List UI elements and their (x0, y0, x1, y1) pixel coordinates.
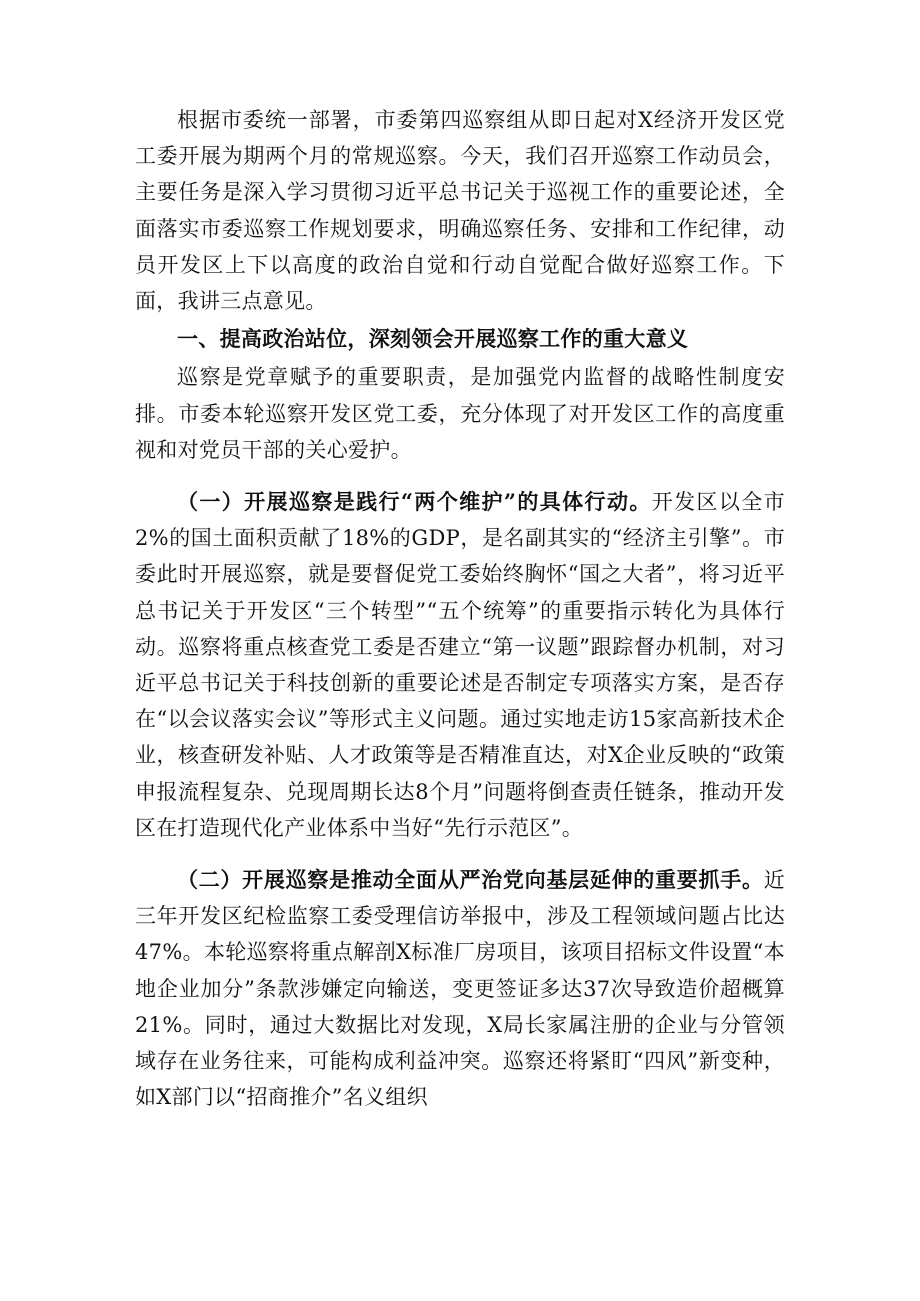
document-body (135, 102, 785, 1115)
subsection-1-body: 开发区以全市2%的国土面积贡献了18%的GDP，是名副其实的“经济主引擎”。市委此时开展巡察，就是要督促党工委始终胸怀“国之大者”，将习近平总书记关于开发区“三个转型”“五个统筹”的重要指示转化为具体行动。巡察将重点核查党工委是否建立“第一议题”跟踪督办机制，对习近平总书记关于科技创新的重要论述是否制定专项落实方案，是否存在“以会议落实会议”等形式主义问题。通过实地走访15家高新技术企业，核查研发补贴、人才政策等是否精准直达，对X企业反映的“政策申报流程复杂、兑现周期长达8个月”问题将倒查责任链条，推动开发区在打造现代化产业体系中当好“先行示范区”。 (135, 490, 785, 840)
section-1-paragraph: 巡察是党章赋予的重要职责，是加强党内监督的战略性制度安排。市委本轮巡察开发区党工委，充分体现了对开发区工作的高度重视和对党员干部的关心爱护。 (135, 365, 785, 462)
intro-paragraph: 根据市委统一部署，市委第四巡察组从即日起对X经济开发区党工委开展为期两个月的常规巡察。今天，我们召开巡察工作动员会，主要任务是深入学习贯彻习近平总书记关于巡视工作的重要论述，全面落实市委巡察工作规划要求，明确巡察任务、安排和工作纪律，动员开发区上下以高度的政治自觉和行动自觉配合做好巡察工作。下面，我讲三点意见。 (135, 108, 785, 314)
subsection-2-lead: （二）开展巡察是推动全面从严治党向基层延伸的重要抓手。 (177, 867, 764, 893)
section-1-heading: 一、提高政治站位，深刻领会开展巡察工作的重大意义 (177, 326, 689, 352)
subsection-1-lead: （一）开展巡察是践行“两个维护”的具体行动。 (177, 489, 652, 515)
subsection-1-paragraph (135, 484, 785, 846)
subsection-2-paragraph (135, 862, 785, 1115)
subsection-2-body: 近三年开发区纪检监察工委受理信访举报中，涉及工程领域问题占比达47%。本轮巡察将重点解剖X标准厂房项目，该项目招标文件设置“本地企业加分”条款涉嫌定向输送，变更签证多达37次导致造价超概算21%。同时，通过大数据比对发现，X局长家属注册的企业与分管领域存在业务往来，可能构成利益冲突。巡察还将紧盯“四风”新变种，如X部门以“招商推介”名义组织 (135, 868, 785, 1110)
